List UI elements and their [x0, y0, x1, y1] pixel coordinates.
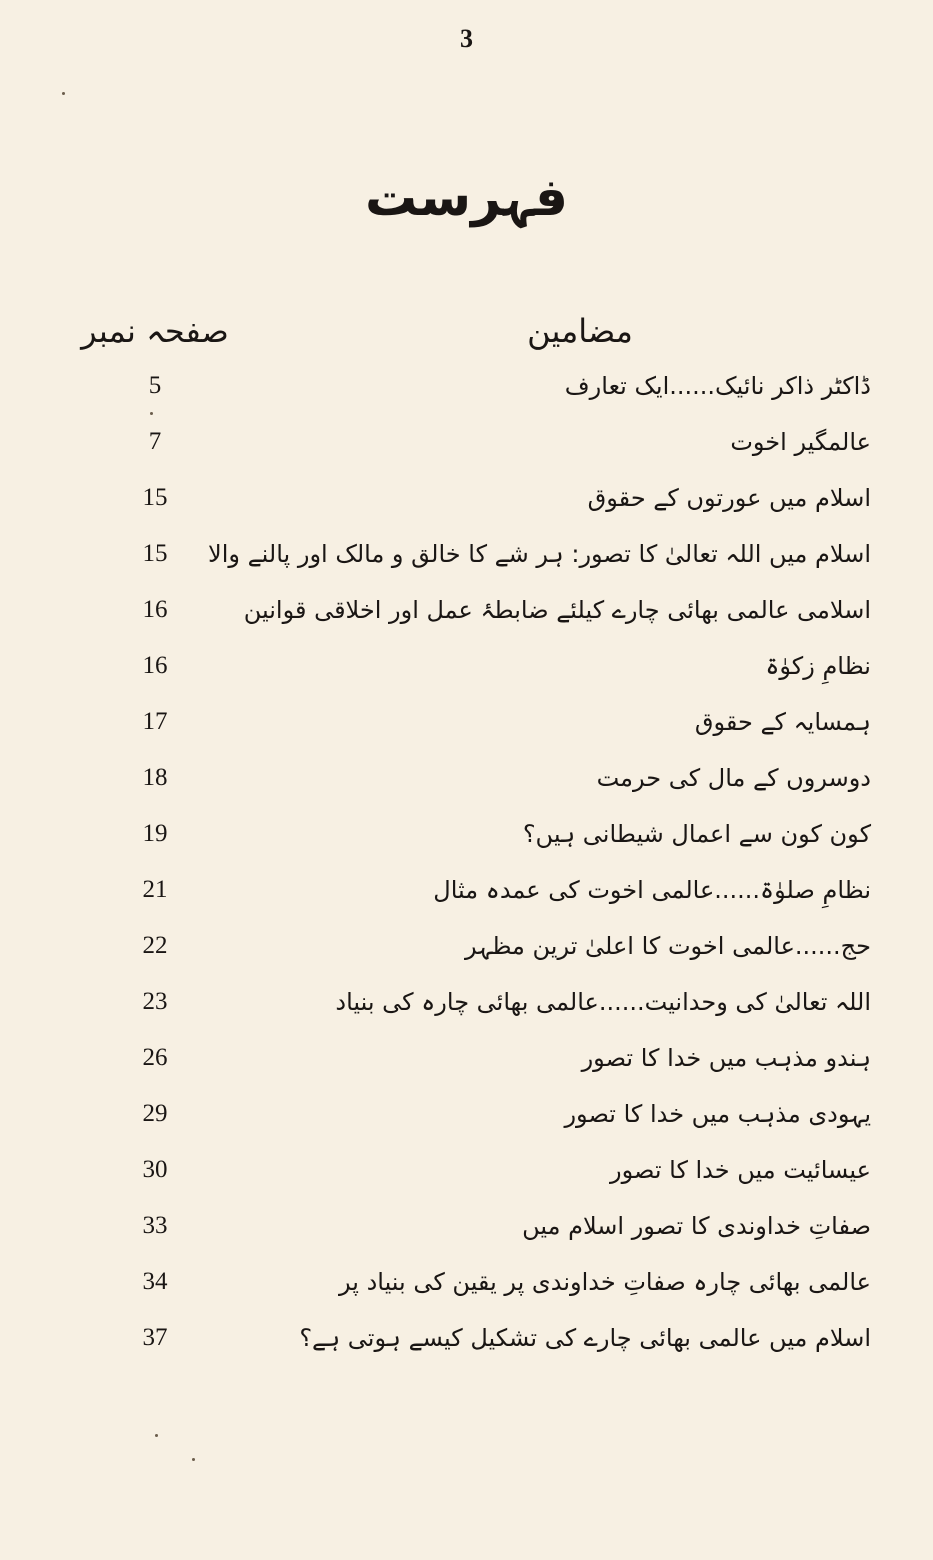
- column-header-page-number: صفحہ نمبر: [81, 312, 229, 350]
- toc-title: کون کون سے اعمال شیطانی ہیں؟: [522, 820, 871, 848]
- toc-title: اسلام میں اللہ تعالیٰ کا تصور: ہر شے کا خالق و مالک اور پالنے والا: [208, 540, 871, 568]
- toc-page-number: 15: [142, 540, 168, 567]
- toc-title: حج......عالمی اخوت کا اعلیٰ ترین مظہر: [465, 932, 871, 960]
- toc-title: ڈاکٹر ذاکر نائیک......ایک تعارف: [564, 372, 871, 400]
- toc-page-number: 37: [142, 1324, 168, 1351]
- toc-title: اسلام میں عورتوں کے حقوق: [587, 484, 871, 512]
- toc-page-number: 23: [142, 988, 168, 1015]
- toc-title: صفاتِ خداوندی کا تصور اسلام میں: [522, 1212, 871, 1240]
- toc-title: دوسروں کے مال کی حرمت: [596, 764, 871, 792]
- toc-entry: [0, 980, 933, 1036]
- column-header-topics: مضامین: [527, 312, 633, 350]
- toc-title: اسلامی عالمی بھائی چارے کیلئے ضابطۂ عمل اور اخلاقی قوانین: [243, 596, 871, 624]
- toc-title: ہمسایہ کے حقوق: [694, 708, 871, 736]
- toc-entry: [0, 1204, 933, 1260]
- toc-page-number: 5: [148, 372, 162, 399]
- paper-speck: [62, 92, 65, 95]
- toc-title: اسلام میں عالمی بھائی چارے کی تشکیل کیسے ہوتی ہے؟: [299, 1324, 871, 1352]
- paper-speck: [192, 1458, 195, 1461]
- page-number: 3: [460, 24, 473, 53]
- toc-entry: [0, 420, 933, 476]
- toc-entry: [0, 1316, 933, 1372]
- toc-page-number: 17: [142, 708, 168, 735]
- toc-entry: [0, 924, 933, 980]
- toc-entry: [0, 1148, 933, 1204]
- toc-title: نظامِ زکوٰۃ: [765, 652, 871, 680]
- toc-entry: [0, 1092, 933, 1148]
- toc-entry: [0, 812, 933, 868]
- table-of-contents: [0, 364, 933, 1372]
- paper-speck: [150, 412, 153, 415]
- paper-speck: [155, 1434, 158, 1437]
- toc-title: نظامِ صلوٰۃ......عالمی اخوت کی عمدہ مثال: [433, 876, 871, 904]
- toc-entry: [0, 532, 933, 588]
- toc-page-number: 26: [142, 1044, 168, 1071]
- toc-page-number: 16: [142, 596, 168, 623]
- toc-title: عالمگیر اخوت: [730, 428, 871, 456]
- toc-page-number: 21: [142, 876, 168, 903]
- toc-page-number: 15: [142, 484, 168, 511]
- toc-page-number: 34: [142, 1268, 168, 1295]
- toc-page-number: 18: [142, 764, 168, 791]
- toc-page-number: 33: [142, 1212, 168, 1239]
- toc-title: یہودی مذہب میں خدا کا تصور: [564, 1100, 871, 1128]
- toc-title: عیسائیت میں خدا کا تصور: [610, 1156, 871, 1184]
- toc-entry: [0, 1260, 933, 1316]
- toc-title: عالمی بھائی چارہ صفاتِ خداوندی پر یقین کی بنیاد پر: [339, 1268, 871, 1296]
- toc-page-number: 22: [142, 932, 168, 959]
- toc-title: اللہ تعالیٰ کی وحدانیت......عالمی بھائی چارہ کی بنیاد: [335, 988, 871, 1016]
- toc-entry: [0, 588, 933, 644]
- toc-entry: [0, 644, 933, 700]
- toc-page-number: 16: [142, 652, 168, 679]
- toc-entry: [0, 364, 933, 420]
- toc-entry: [0, 476, 933, 532]
- page-title: فہرست: [364, 168, 569, 228]
- toc-entry: [0, 756, 933, 812]
- toc-page-number: 19: [142, 820, 168, 847]
- toc-title: ہندو مذہب میں خدا کا تصور: [581, 1044, 871, 1072]
- toc-page-number: 7: [148, 428, 162, 455]
- toc-entry: [0, 1036, 933, 1092]
- toc-entry: [0, 700, 933, 756]
- toc-page-number: 30: [142, 1156, 168, 1183]
- toc-entry: [0, 868, 933, 924]
- toc-page-number: 29: [142, 1100, 168, 1127]
